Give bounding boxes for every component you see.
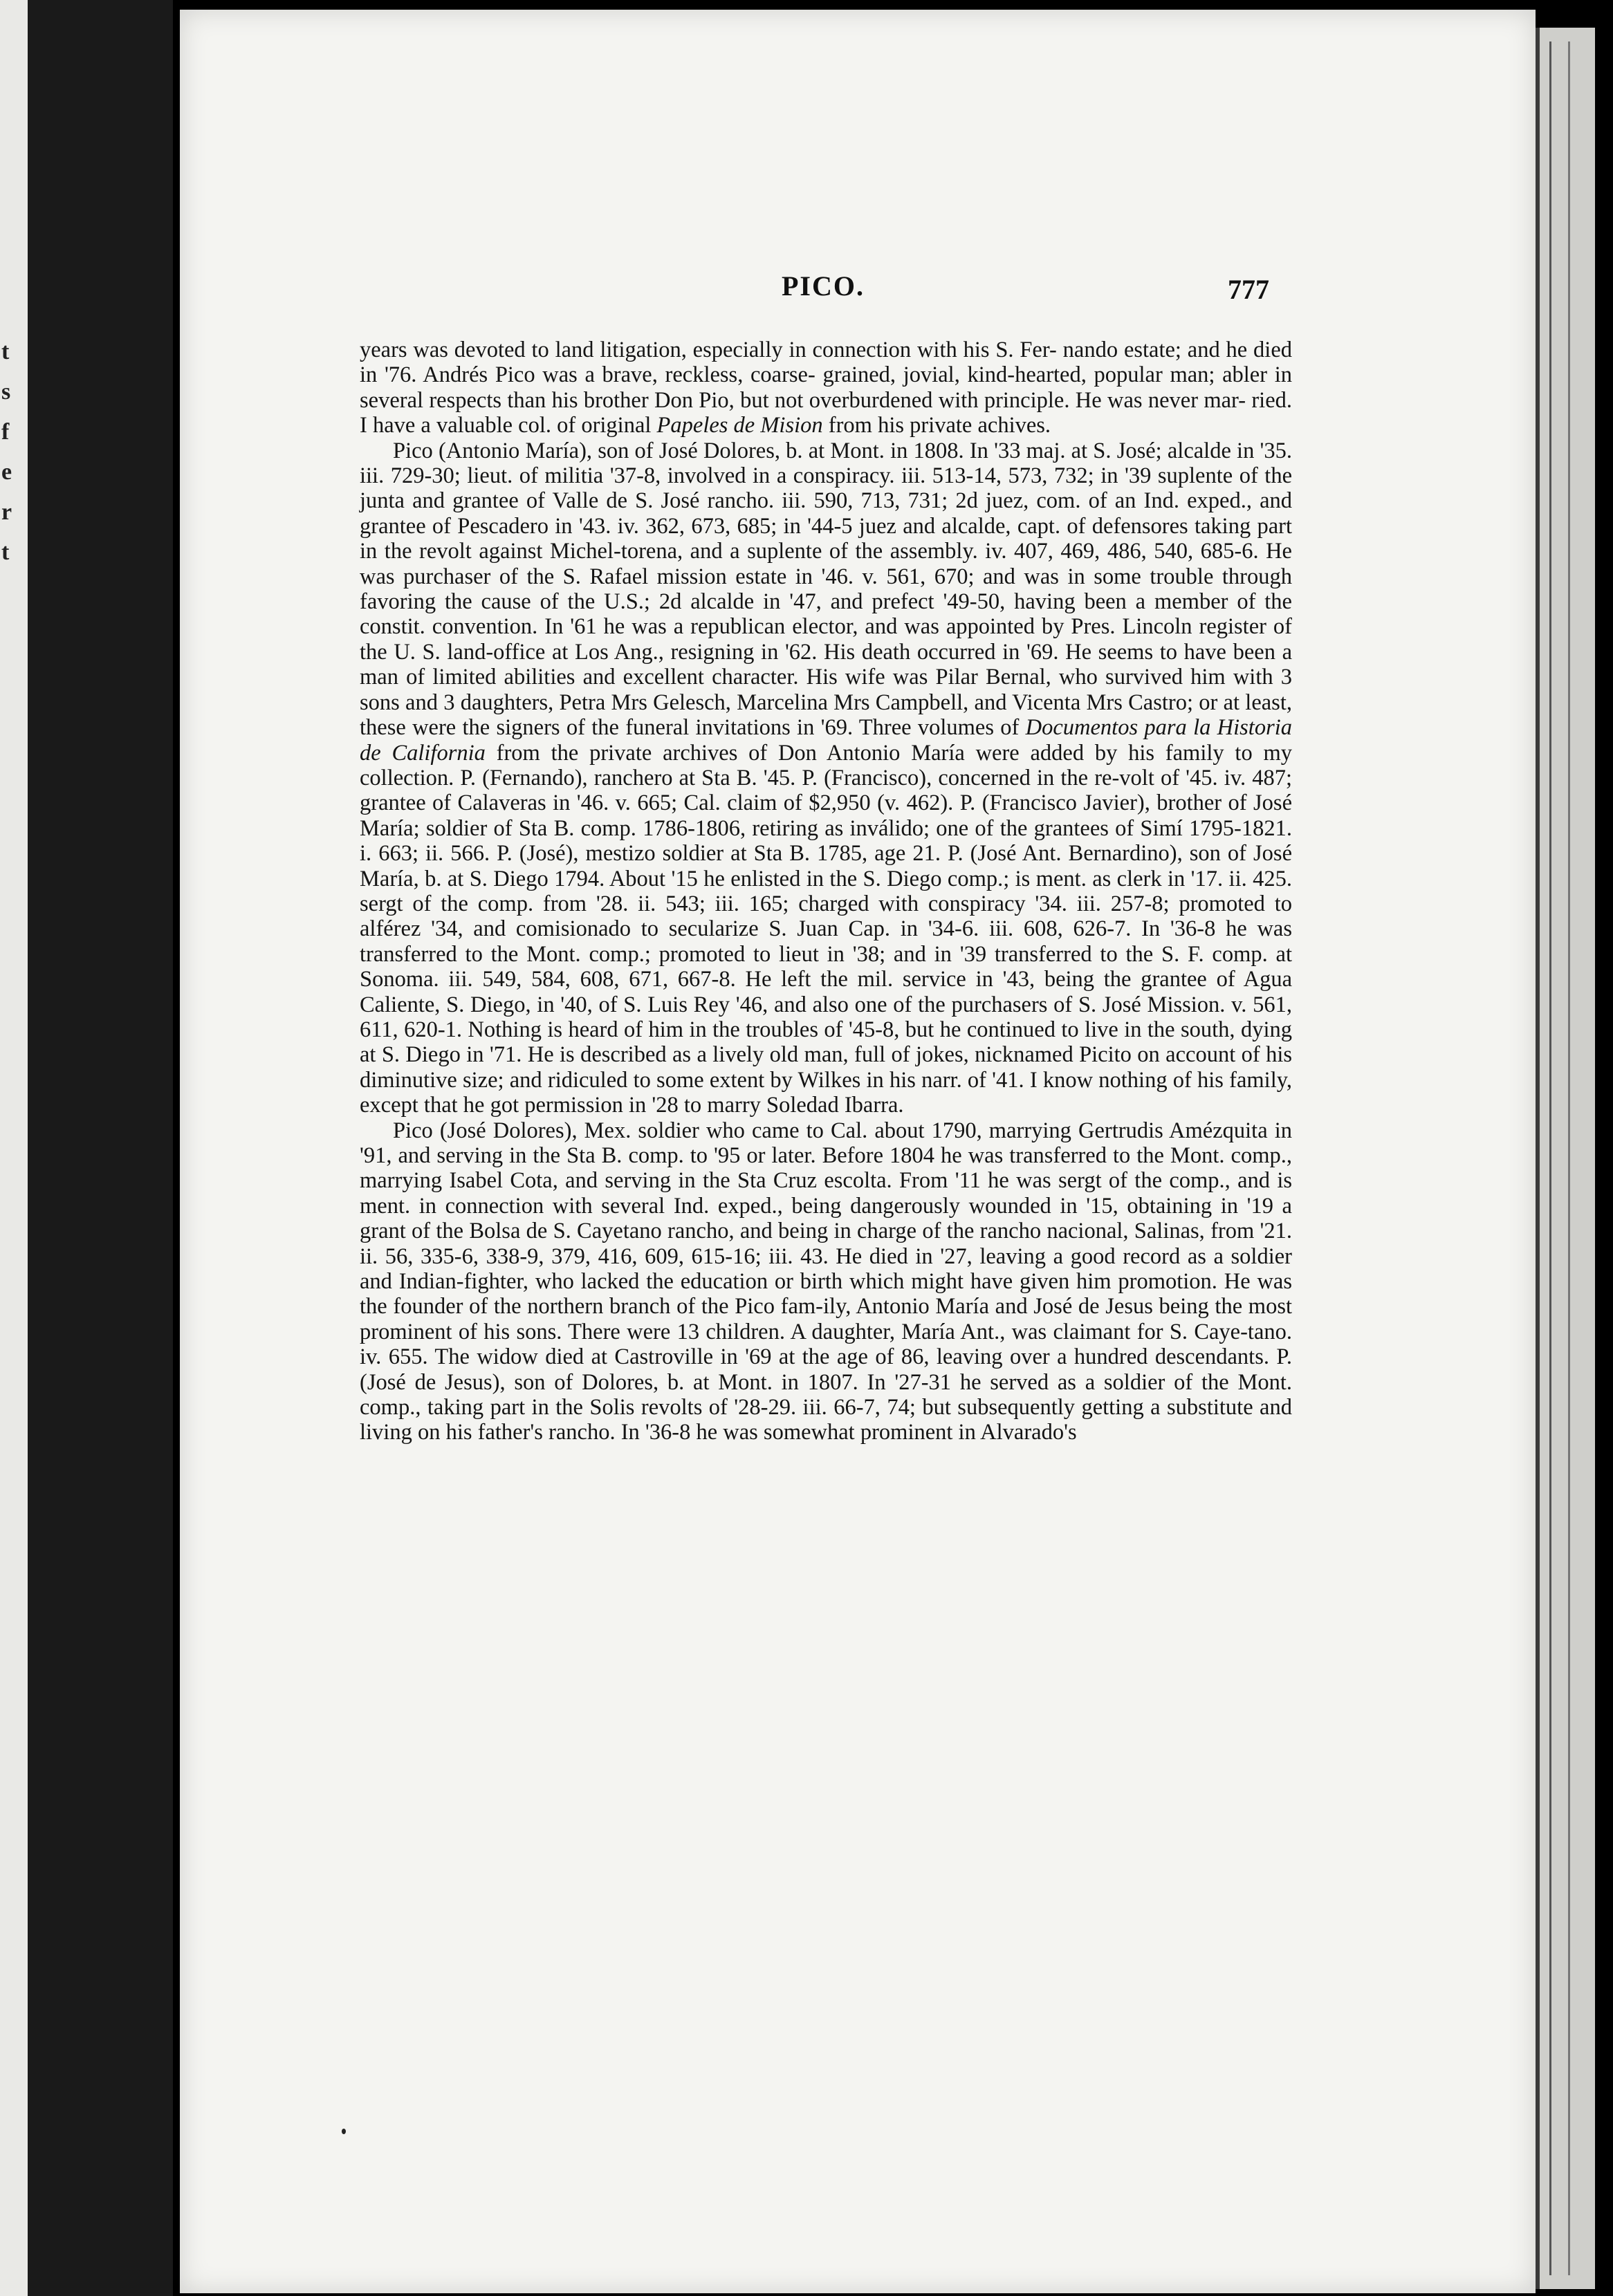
paragraph-antonio-maria-pico (360, 438, 1292, 1118)
edge-letter: r (1, 499, 12, 525)
paragraph-text: Pico (Antonio María), son of José Dolores, b. at Mont. in 1808. In '33 maj. at S. José; alcalde in '35. iii. 729-30; lieut. of militia '37-8, involved in a conspiracy. iii. 513-14, 573, 732; in '39 suplente of the junta and grantee of Valle de S. José rancho. iii. 590, 713, 731; 2d juez, com. of an Ind. exped., and grantee of Pescadero in '43. iv. 362, 673, 685; in '44-5 juez and alcalde, capt. of defensores taking part in the revolt against Michel-torena, and a suplente of the assembly. iv. 407, 469, 486, 540, 685-6. He was purchaser of the S. Rafael mission estate in '46. v. 561, 670; and was in some trouble through favoring the cause of the U.S.; 2d alcalde in '47, and prefect '49-50, having been a member of the constit. convention. In '61 he was a republican elector, and was appointed by Pres. Lincoln register of the U. S. land-office at Los Ang., resigning in '62. His death occurred in '69. He seems to have been a man of limited abilities and excellent character. His wife was Pilar Bernal, who survived him with 3 sons and 3 daughters, Petra Mrs Gelesch, Marcelina Mrs Campbell, and Vicenta Mrs Castro; or at least, these were the signers of the funeral invitations in '69. Three volumes of (360, 438, 1292, 741)
edge-letter: s (1, 379, 11, 405)
paragraph-text: years was devoted to land litigation, especially in connection with his S. Fer- nando estate; and he died in '76. Andrés Pico was a brave, reckless, coarse- grained, jovial, kind-hearted, popular man; abler in several respects than his brother Don Pio, but not overburdened with principle. He was never mar- ried. I have a valuable col. of original (360, 337, 1292, 438)
italic-title: Papeles de Mision (656, 413, 823, 438)
edge-letter: e (1, 459, 12, 485)
right-page-edge (1536, 28, 1595, 2289)
ink-speck (342, 2129, 346, 2134)
running-header-title: PICO. (782, 270, 865, 302)
edge-letter: f (1, 419, 10, 445)
paragraph-text: from the private archives of Don Antonio María were added by his family to my collection. P. (Fernando), ranchero at Sta B. '45. P. (Francisco), concerned in the re-volt of '45. iv. 487; grantee of Calaveras in '46. v. 665; Cal. claim of $2,950 (v. 462). P. (Francisco Javier), brother of José María; soldier of Sta B. comp. 1786-1806, retiring as inválido; one of the grantees of Simí 1795-1821. i. 663; ii. 566. P. (José), mestizo soldier at Sta B. 1785, age 21. P. (José Ant. Bernardino), son of José María, b. at S. Diego 1794. About '15 he enlisted in the S. Diego comp.; is ment. as clerk in '17. ii. 425. sergt of the comp. from '28. ii. 543; iii. 165; charged with conspiracy '34. iii. 257-8; promoted to alférez '34, and comisionado to secularize S. Juan Cap. in '34-6. iii. 608, 626-7. In '36-8 he was transferred to the Mont. comp.; promoted to lieut in '38; and in '39 transferred to the S. F. comp. at Sonoma. iii. 549, 584, 608, 671, 667-8. He left the mil. service in '43, being the grantee of Agua Caliente, S. Diego, in '40, of S. Luis Rey '46, and also one of the purchasers of S. José Mission. v. 561, 611, 620-1. Nothing is heard of him in the troubles of '45-8, but he continued to live in the south, dying at S. Diego in '71. He is described as a lively old man, full of jokes, nicknamed Picito on account of his diminutive size; and ridiculed to some extent by Wilkes in his narr. of '41. I know nothing of his family, except that he got permission in '28 to marry Soledad Ibarra. (360, 740, 1292, 1118)
body-text (360, 337, 1292, 1445)
page-number: 777 (1228, 274, 1269, 305)
italic-title: Documentos para la Historia de California (360, 715, 1293, 766)
paragraph-andres-pico (360, 337, 1292, 438)
facing-page-letters (1, 332, 22, 573)
page-stack-lines (1549, 41, 1570, 2275)
edge-letter: t (1, 539, 10, 565)
facing-page-strip (0, 0, 28, 2296)
edge-letter: t (1, 339, 10, 364)
paragraph-jose-dolores-pico (360, 1118, 1292, 1445)
paragraph-text: from his private achives. (822, 413, 1051, 438)
paragraph-text: Pico (José Dolores), Mex. soldier who came to Cal. about 1790, marrying Gertrudis Amézquita in '91, and serving in the Sta B. comp. to '95 or later. Before 1804 he was transferred to the Mont. comp., marrying Isabel Cota, and serving in the Sta Cruz escolta. From '11 he was sergt of the comp., and is ment. in connection with several Ind. exped., being dangerously wounded in '15, obtaining in '19 a grant of the Bolsa de S. Cayetano rancho, and being in charge of the rancho nacional, Salinas, from '21. ii. 56, 335-6, 338-9, 379, 416, 609, 615-16; iii. 43. He died in '27, leaving a good record as a soldier and Indian-fighter, who lacked the education or birth which might have given him promotion. He was the founder of the northern branch of the Pico fam-ily, Antonio María and José de Jesus being the most prominent of his sons. There were 13 children. A daughter, María Ant., was claimant for S. Caye-tano. iv. 655. The widow died at Castroville in '69 at the age of 86, leaving over a hundred descendants. P. (José de Jesus), son of Dolores, b. at Mont. in 1807. In '27-31 he served as a soldier of the Mont. comp., taking part in the Solis revolts of '28-29. iii. 66-7, 74; but subsequently getting a substitute and living on his father's rancho. In '36-8 he was somewhat prominent in Alvarado's (360, 1118, 1292, 1445)
